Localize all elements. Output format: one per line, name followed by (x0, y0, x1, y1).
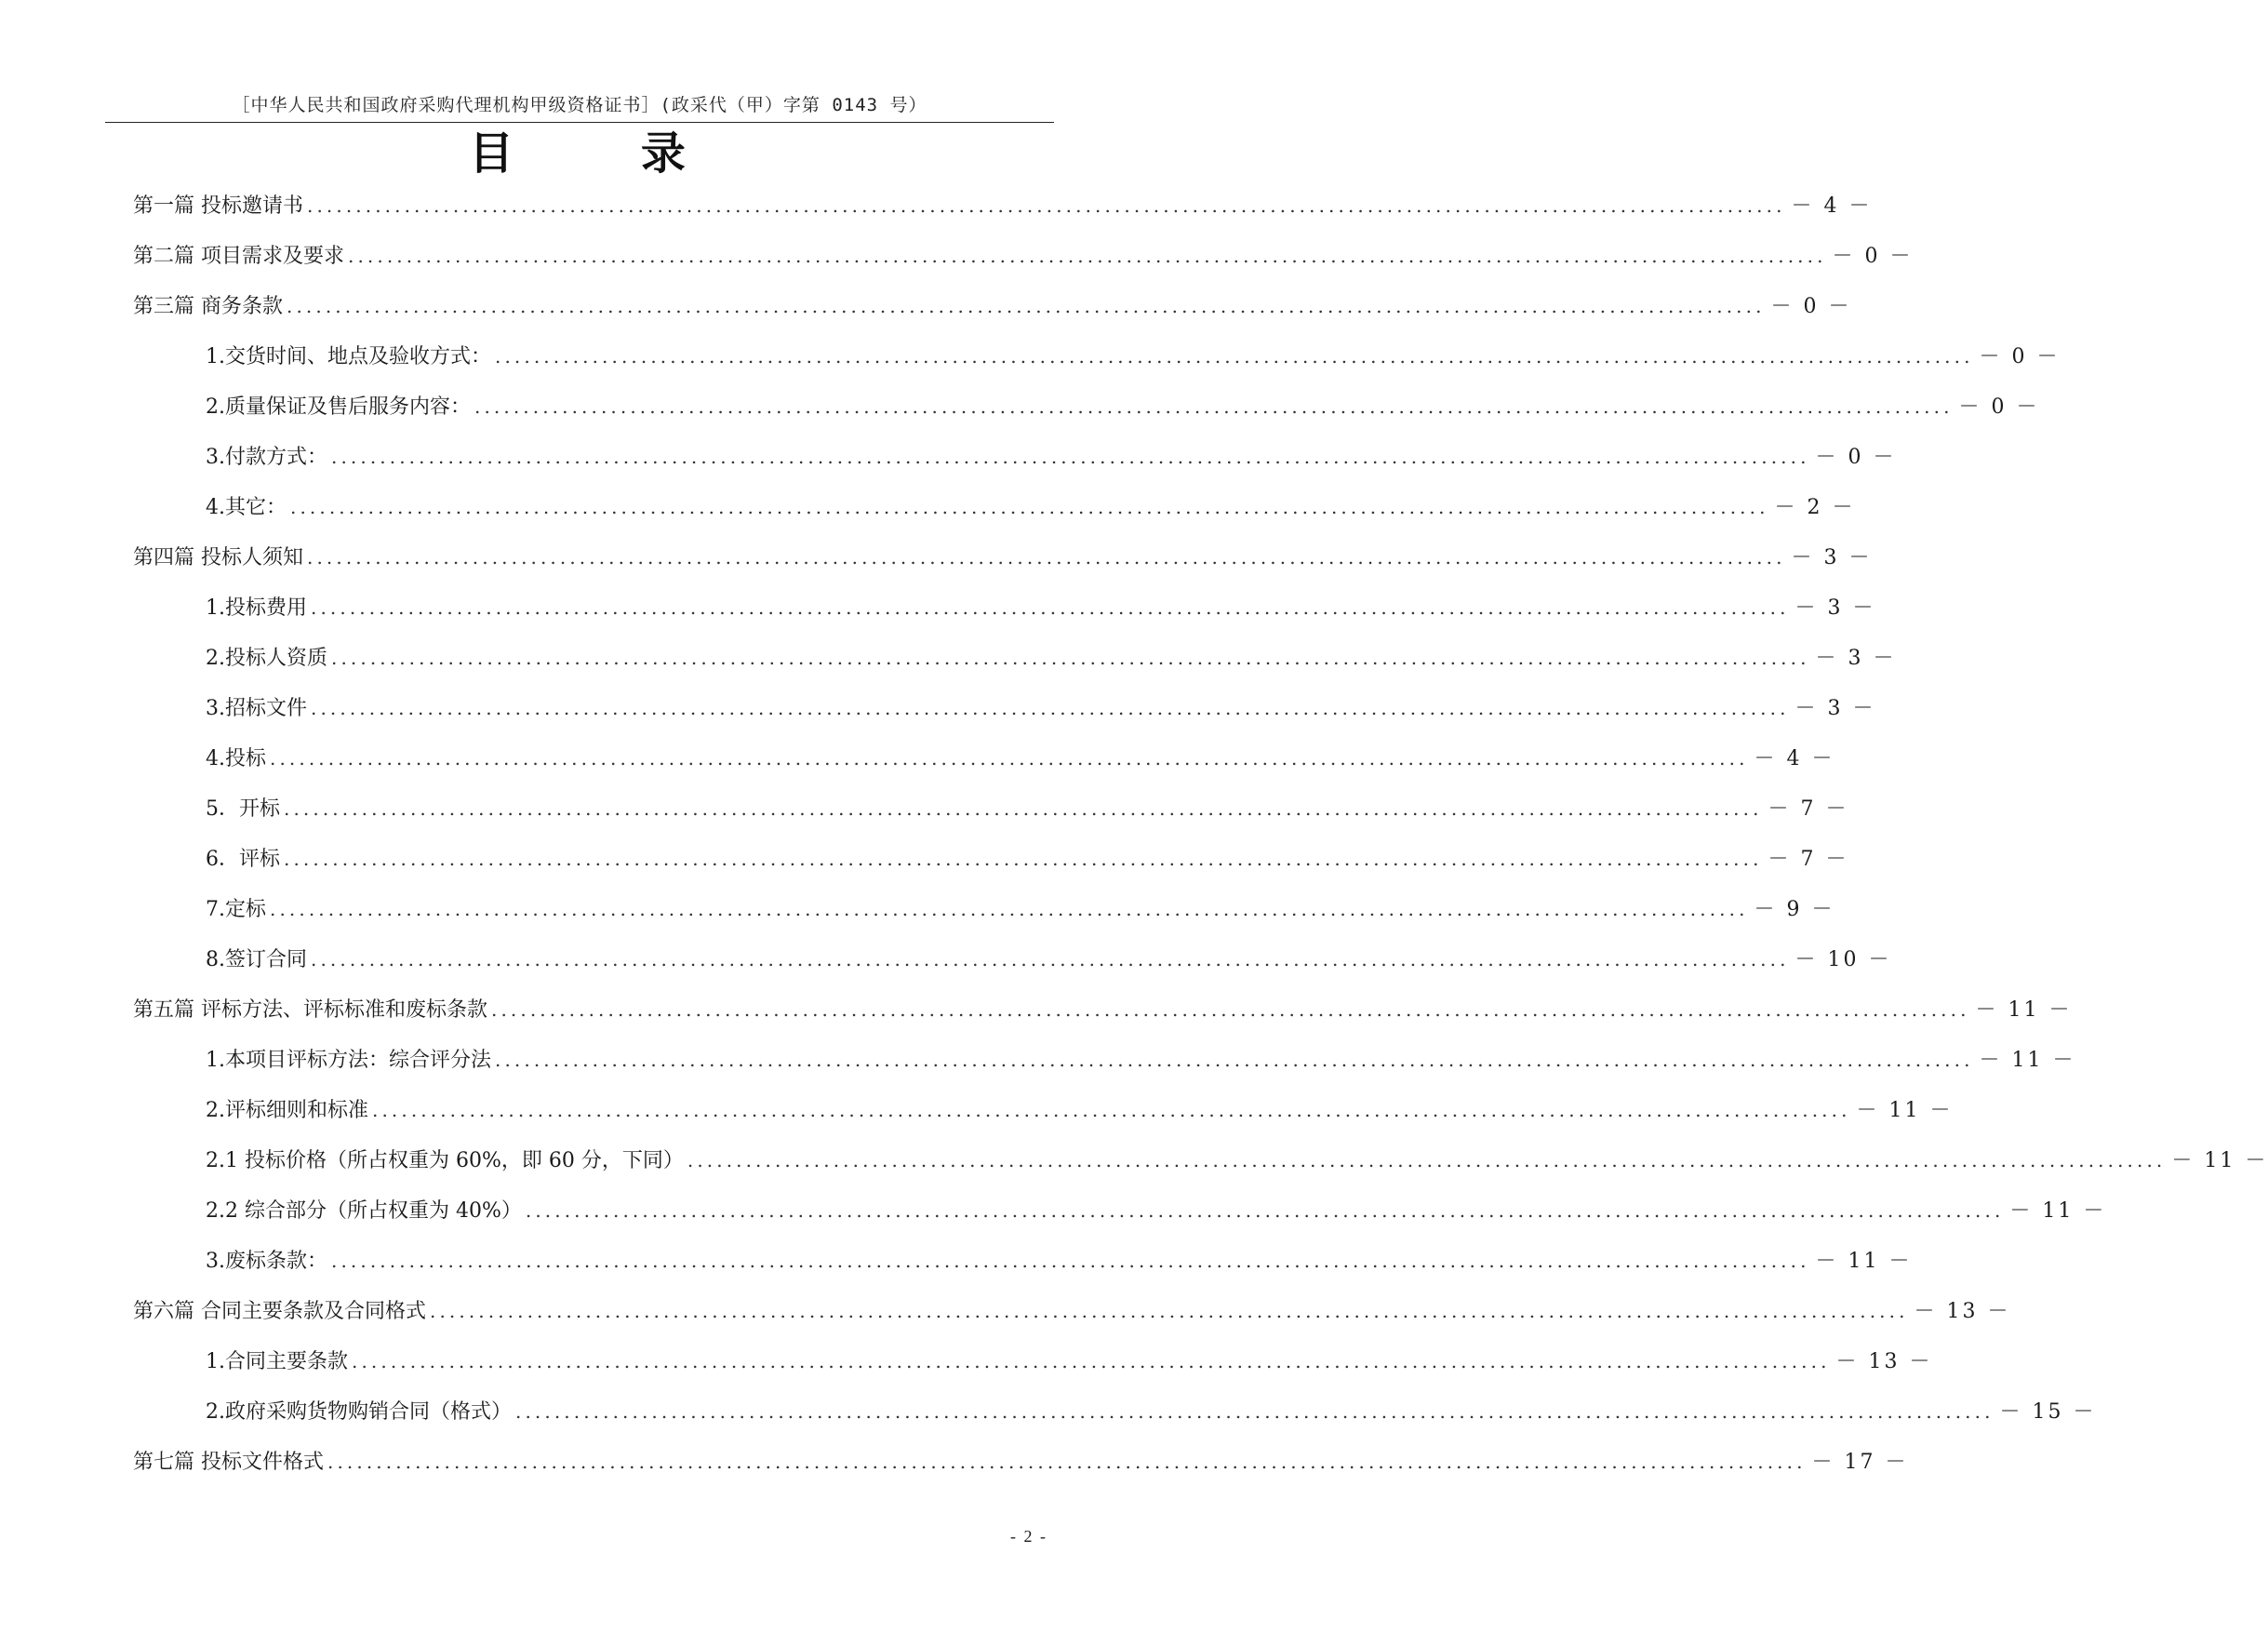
toc-entry-label: 第一篇 投标邀请书 (133, 194, 303, 218)
toc-entry-label: 第三篇 商务条款 (133, 295, 283, 318)
toc-entry-label: 2.评标细则和标准 (206, 1099, 368, 1122)
toc-entry-page: － 10 － (1794, 948, 1892, 971)
toc-entry-page: － 11 － (2009, 1199, 2107, 1223)
toc-entry-label: 第六篇 合同主要条款及合同格式 (133, 1300, 426, 1323)
toc-entry[interactable] (206, 1085, 1954, 1135)
toc-dot-leader: ........................................................................................................................................................ (270, 898, 1749, 920)
toc-dot-leader: ........................................................................................................................................................ (284, 797, 1763, 820)
toc-dot-leader: ........................................................................................................................................................ (327, 1451, 1807, 1473)
toc-entry-label: 5．开标 (206, 797, 280, 821)
toc-entry[interactable] (133, 984, 2073, 1035)
toc-entry-page: － 13 － (1914, 1300, 2011, 1323)
toc-entry-page: － 11 － (1975, 998, 2073, 1022)
toc-dot-leader: ........................................................................................................................................................ (687, 1149, 2167, 1171)
toc-entry-label: 1.交货时间、地点及验收方式： (206, 345, 491, 368)
toc-entry-page: － 0 － (1770, 295, 1852, 318)
toc-entry-label: 1.投标费用 (206, 596, 307, 620)
toc-entry[interactable] (206, 834, 1849, 884)
toc-entry[interactable] (206, 783, 1849, 834)
toc-dot-leader: ........................................................................................................................................................ (284, 848, 1763, 870)
toc-entry[interactable] (133, 1286, 2011, 1336)
toc-entry[interactable] (206, 432, 1897, 482)
toc-dot-leader: ........................................................................................................................................................ (311, 697, 1790, 719)
toc-entry-label: 2.2 综合部分（所占权重为 40%） (206, 1199, 522, 1223)
toc-entry[interactable] (133, 181, 1873, 231)
toc-entry-page: － 0 － (1815, 446, 1897, 469)
toc-dot-leader: ........................................................................................................................................................ (270, 747, 1749, 770)
toc-entry-page: － 7 － (1768, 848, 1849, 871)
toc-entry[interactable] (206, 934, 1892, 984)
toc-entry-page: － 3 － (1794, 697, 1876, 720)
toc-entry[interactable] (206, 683, 1876, 733)
toc-entry[interactable] (133, 1437, 1909, 1487)
page-header: ［中华人民共和国政府采购代理机构甲级资格证书］(政采代（甲）字第 0143 号） (232, 95, 927, 115)
toc-entry-page: － 3 － (1794, 596, 1876, 620)
toc-entry-label: 8.签订合同 (206, 948, 307, 971)
toc-entry-label: 7.定标 (206, 898, 266, 921)
toc-dot-leader: ........................................................................................................................................................ (331, 647, 1810, 669)
toc-entry[interactable] (206, 1035, 2076, 1085)
toc-entry[interactable] (206, 482, 1856, 532)
toc-entry-label: 1.合同主要条款 (206, 1350, 348, 1373)
toc-entry[interactable] (206, 1236, 1913, 1286)
toc-entry[interactable] (206, 884, 1835, 934)
toc-entry-page: － 0 － (1979, 345, 2061, 368)
toc-entry[interactable] (206, 1386, 2097, 1437)
toc-entry-label: 1.本项目评标方法：综合评分法 (206, 1049, 491, 1072)
toc-entry-label: 2.投标人资质 (206, 647, 327, 670)
toc-dot-leader: ........................................................................................................................................................ (515, 1400, 1995, 1423)
toc-dot-leader: ........................................................................................................................................................ (372, 1099, 1851, 1121)
toc-entry-label: 2.质量保证及售后服务内容： (206, 395, 471, 419)
toc-entry[interactable] (206, 331, 2061, 381)
toc-dot-leader: ........................................................................................................................................................ (495, 345, 1974, 368)
toc-entry-label: 2.政府采购货物购销合同（格式） (206, 1400, 512, 1424)
toc-entry-page: － 13 － (1835, 1350, 1933, 1373)
toc-entry-page: － 15 － (1999, 1400, 2097, 1424)
toc-entry-label: 第七篇 投标文件格式 (133, 1451, 324, 1474)
toc-dot-leader: ........................................................................................................................................................ (348, 245, 1827, 267)
toc-entry-page: － 4 － (1791, 194, 1873, 218)
toc-dot-leader: ........................................................................................................................................................ (331, 446, 1810, 468)
toc-entry-label: 4.其它： (206, 496, 287, 519)
toc-entry-label: 6．评标 (206, 848, 280, 871)
toc-dot-leader: ........................................................................................................................................................ (430, 1300, 1909, 1322)
toc-entry-page: － 2 － (1774, 496, 1856, 519)
toc-dot-leader: ........................................................................................................................................................ (287, 295, 1766, 317)
toc-entry-page: － 3 － (1815, 647, 1897, 670)
toc-entry-page: － 11 － (1815, 1250, 1913, 1273)
toc-entry-label: 3.付款方式： (206, 446, 327, 469)
toc-entry[interactable] (206, 1336, 1933, 1386)
toc-dot-leader: ........................................................................................................................................................ (311, 596, 1790, 619)
toc-entry[interactable] (133, 532, 1873, 582)
page-number: - 2 - (1010, 1527, 1047, 1546)
toc-entry-page: － 0 － (1832, 245, 1914, 268)
toc-title: 目 录 (469, 127, 741, 180)
toc-dot-leader: ........................................................................................................................................................ (491, 998, 1970, 1021)
toc-dot-leader: ........................................................................................................................................................ (495, 1049, 1974, 1071)
toc-entry[interactable] (133, 231, 1914, 281)
toc-entry-page: － 11 － (1979, 1049, 2076, 1072)
toc-entry-page: － 9 － (1754, 898, 1835, 921)
toc-entry[interactable] (206, 1185, 2107, 1236)
toc-entry-label: 3.招标文件 (206, 697, 307, 720)
toc-entry[interactable] (206, 1135, 2268, 1185)
toc-dot-leader: ........................................................................................................................................................ (307, 546, 1786, 569)
toc-entry-page: － 3 － (1791, 546, 1873, 569)
toc-entry-label: 第四篇 投标人须知 (133, 546, 303, 569)
toc-entry[interactable] (206, 381, 2040, 432)
toc-dot-leader: ........................................................................................................................................................ (307, 194, 1786, 217)
toc-entry-label: 2.1 投标价格（所占权重为 60%，即 60 分，下同） (206, 1149, 684, 1172)
toc-dot-leader: ........................................................................................................................................................ (525, 1199, 2005, 1222)
toc-entry[interactable] (206, 582, 1876, 633)
toc-entry[interactable] (133, 281, 1852, 331)
toc-entry-label: 3.废标条款： (206, 1250, 327, 1273)
toc-entry-page: － 11 － (1856, 1099, 1954, 1122)
toc-entry-label: 第二篇 项目需求及要求 (133, 245, 344, 268)
toc-entry-label: 第五篇 评标方法、评标标准和废标条款 (133, 998, 487, 1022)
toc-entry[interactable] (206, 633, 1897, 683)
toc-dot-leader: ........................................................................................................................................................ (290, 496, 1769, 518)
toc-dot-leader: ........................................................................................................................................................ (311, 948, 1790, 970)
toc-dot-leader: ........................................................................................................................................................ (331, 1250, 1810, 1272)
toc-entry-label: 4.投标 (206, 747, 266, 770)
toc-dot-leader: ........................................................................................................................................................ (352, 1350, 1831, 1372)
toc-entry-page: － 17 － (1811, 1451, 1909, 1474)
toc-entry-page: － 0 － (1958, 395, 2040, 419)
toc-entry-page: － 4 － (1754, 747, 1835, 770)
toc-entry-page: － 7 － (1768, 797, 1849, 821)
toc-dot-leader: ........................................................................................................................................................ (474, 395, 1954, 418)
toc-entry-page: － 11 － (2171, 1149, 2268, 1172)
toc-entry[interactable] (206, 733, 1835, 783)
